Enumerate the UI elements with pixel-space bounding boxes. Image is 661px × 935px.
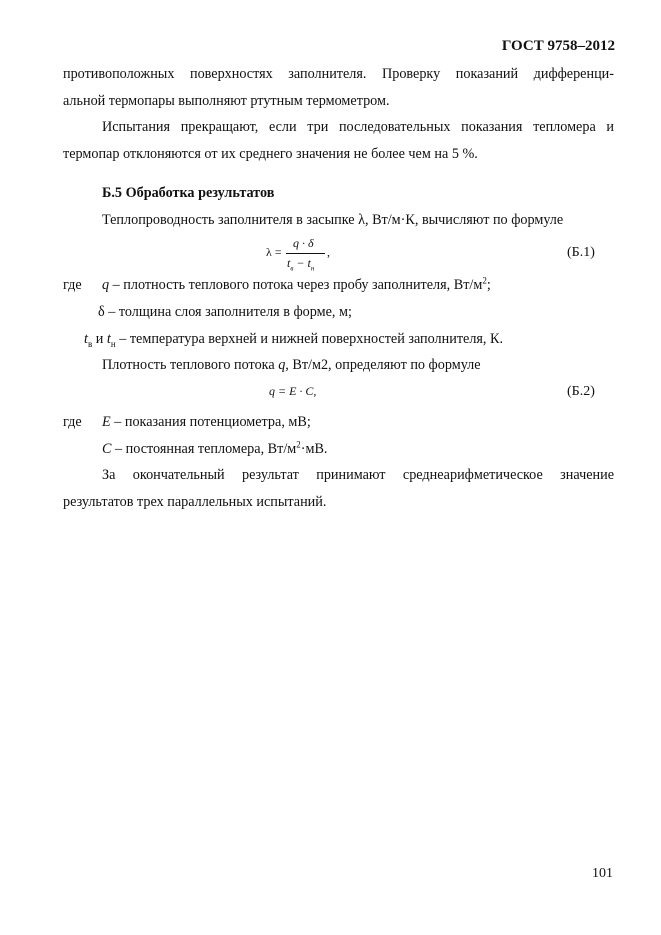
para4-line: Плотность теплового потока q, Вт/м2, определяют по формуле xyxy=(102,357,481,373)
formula1-numerator: q · δ xyxy=(293,236,314,250)
para2-line2: термопар отклоняются от их среднего значения не более чем на 5 %. xyxy=(63,146,478,162)
standard-header: ГОСТ 9758–2012 xyxy=(501,38,615,54)
where1-t-line: $t_в$ и $t_н$ – температура верхней и нижней поверхностей заполнителя, К. xyxy=(84,331,504,349)
para1-line2: альной термопары выполняют ртутным термометром. xyxy=(63,93,390,109)
para1-line1: противоположных поверхностях заполнителя. Проверку показаний дифференци- xyxy=(63,66,614,82)
formula1-comma: , xyxy=(327,245,330,259)
para3-line1: Теплопроводность заполнителя в засыпке λ, Вт/м·К, вычисляют по формуле xyxy=(102,212,564,228)
where1-word: где xyxy=(63,277,82,293)
equation-number-b2: (Б.2) xyxy=(567,384,595,399)
fraction-bar xyxy=(286,253,325,254)
para5-line2: результатов трех параллельных испытаний. xyxy=(63,494,327,510)
formula1-denominator: $t_в - t_н$ xyxy=(287,256,315,273)
page-number: 101 xyxy=(592,866,613,881)
formula2-expression: q = E · C, xyxy=(269,384,317,398)
formula1-lhs: λ = xyxy=(266,245,282,259)
where2-word: где xyxy=(63,414,82,430)
where1-q-line: q – плотность теплового потока через пробу заполнителя, $Вт/м^2$; xyxy=(102,275,491,293)
where1-delta-line: δ – толщина слоя заполнителя в форме, м; xyxy=(98,304,352,320)
para2-line1: Испытания прекращают, если три последовательных показания тепломера и xyxy=(102,119,614,135)
section-title: Б.5 Обработка результатов xyxy=(102,185,275,201)
where2-e-line: E – показания потенциометра, мВ; xyxy=(102,414,311,430)
where2-c-line: C – постоянная тепломера, $Вт/м^2\cdot мВ$. xyxy=(102,439,328,457)
para5-line1: За окончательный результат принимают среднеарифметическое значение xyxy=(102,467,614,483)
equation-number-b1: (Б.1) xyxy=(567,245,595,260)
